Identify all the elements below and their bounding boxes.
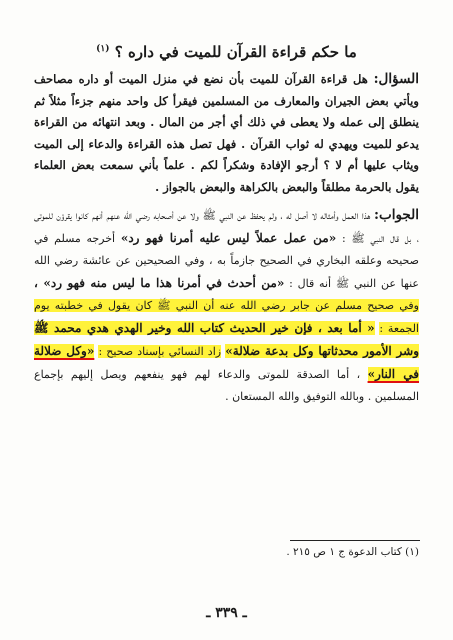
highlighted-hadith-quote-underlined: «وكل ضلالة في النار» bbox=[34, 344, 419, 381]
page-content bbox=[34, 38, 419, 408]
answer-label: الجواب: bbox=[374, 207, 420, 223]
footnote: (١) كتاب الدعوة ج ١ ص ٢١٥ . bbox=[286, 546, 419, 558]
answer-paragraph bbox=[34, 204, 419, 408]
title-footnote-mark: (١) bbox=[96, 44, 110, 54]
highlighted-hadith-quote: « أما بعد ، فإن خير الحديث كتاب الله وخير الهدي هدي محمد ﷺ وشر الأمور محدثاتها وكل بدعة ضلالة» bbox=[34, 321, 420, 358]
highlighted-text-2: زاد النسائي بإسناد صحيح : bbox=[98, 345, 222, 358]
page-number: ـ ٣٣٩ ـ bbox=[206, 605, 247, 621]
hadith-quote-1: «من عمل عملاً ليس عليه أمرنا فهو رد» bbox=[120, 231, 337, 245]
answer-text-2: أخرجه مسلم في صحيحه وعلقه البخاري في الصحيح جازماً به ، وفي الصحيحين عن عائشة رضي الله عنها عن النبي ﷺ أنه قال : bbox=[34, 232, 419, 290]
question-text: هل قراءة القرآن للميت بأن نضع في منزل الميت أو داره مصاحف ويأتي بعض الجيران والمعارف من المسلمين فيقرأ كل واحد منهم جزءاً مثلاً ثم ينطلق إلى عمله ولا يعطى في ذلك أي أجر من المال . وبعد انتهائه من القراءة يدعو للميت ويهدي له ثواب القرآن . فهل تصل هذه القراءة والدعاء إلى الميت ويثاب عليها أم لا ؟ أرجو الإفادة وشكراً لكم . علماً بأني سمعت بعض العلماء يقول بالحرمة مطلقاً والبعض بالكراهة والبعض بالجواز . bbox=[34, 72, 419, 194]
hadith-quote-2: «من أحدث في أمرنا هذا ما ليس منه فهو رد» ، bbox=[34, 276, 285, 290]
page-title bbox=[34, 38, 419, 63]
answer-text-3: ، أما الصدقة للموتى والدعاء لهم فهو ينفعهم ويصل إليهم بإجماع المسلمين . وبالله التوفيق والله المستعان . bbox=[34, 368, 419, 403]
question-paragraph bbox=[34, 69, 419, 198]
footnote-divider bbox=[290, 540, 420, 541]
title-text: ما حكم قراءة القرآن للميت في داره ؟ bbox=[114, 43, 357, 61]
question-label: السؤال: bbox=[373, 71, 419, 87]
answer-text-1: هذا العمل وأمثاله لا أصل له ، ولم يحفظ عن النبي ﷺ ولا عن أصحابه رضي الله عنهم أنهم كانوا يقرؤن للموتى ، بل قال النبي ﷺ : bbox=[34, 209, 420, 245]
highlighted-text-1: وفي صحيح مسلم عن جابر رضي الله عنه أن النبي ﷺ كان يقول في خطبته يوم الجمعة : bbox=[34, 299, 419, 335]
